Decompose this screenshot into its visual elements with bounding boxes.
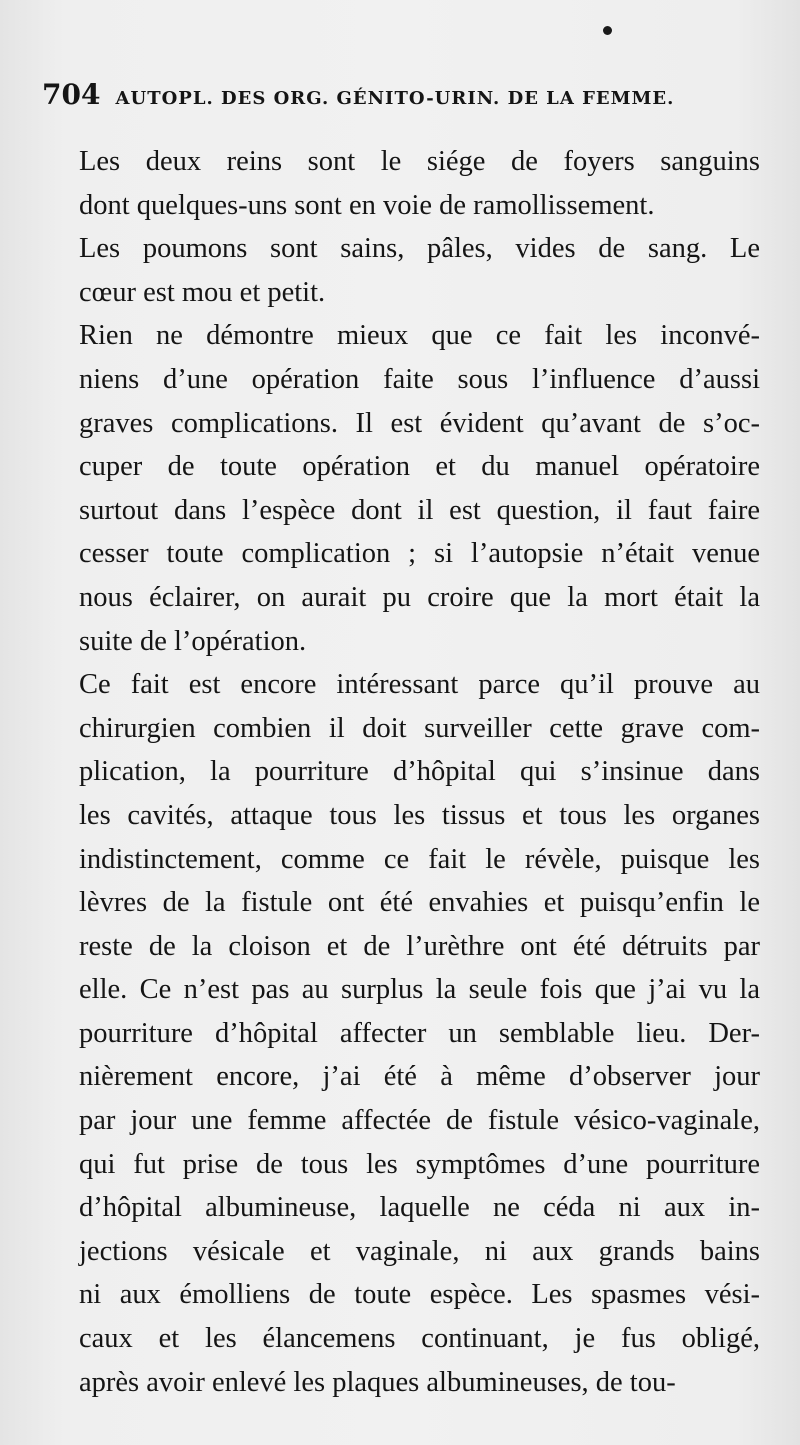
page-number: 704: [42, 78, 101, 111]
text-line: niens d’une opération faite sous l’influence d’aussi: [79, 363, 760, 395]
text-line: cœur est mou et petit.: [79, 276, 326, 308]
text-line: indistinctement, comme ce fait le révèle, puisque les: [79, 843, 760, 875]
text-line: par jour une femme affectée de fistule vésico-vaginale,: [79, 1105, 760, 1137]
paragraph: [45, 314, 760, 663]
text-line: ni aux émolliens de toute espèce. Les spasmes vési-: [79, 1279, 760, 1311]
running-title: AUTOPL. DES ORG. GÉNITO-URIN. DE LA FEMME.: [115, 88, 675, 109]
text-line: reste de la cloison et de l’urèthre ont été détruits par: [79, 930, 760, 962]
paragraph: [45, 140, 760, 227]
text-line: nous éclairer, on aurait pu croire que la mort était la: [79, 581, 760, 613]
text-line: Rien ne démontre mieux que ce fait les inconvé-: [79, 320, 760, 352]
text-line: nièrement encore, j’ai été à même d’observer jour: [79, 1061, 760, 1093]
text-line: Les deux reins sont le siége de foyers sanguins: [79, 146, 760, 177]
ink-spot: [603, 26, 612, 35]
text-line: cesser toute complication ; si l’autopsie n’était venue: [79, 538, 760, 570]
text-line: plication, la pourriture d’hôpital qui s’insinue dans: [79, 756, 760, 788]
text-line: qui fut prise de tous les symptômes d’une pourriture: [79, 1148, 760, 1180]
text-line: dont quelques-uns sont en voie de ramollissement.: [79, 189, 655, 221]
text-line: surtout dans l’espèce dont il est question, il faut faire: [79, 494, 760, 526]
text-line: Les poumons sont sains, pâles, vides de sang. Le: [79, 233, 760, 265]
text-line: suite de l’opération.: [79, 625, 307, 657]
text-line: chirurgien combien il doit surveiller cette grave com-: [79, 712, 760, 744]
text-line: cuper de toute opération et du manuel opératoire: [79, 451, 760, 483]
text-line: les cavités, attaque tous les tissus et tous les organes: [79, 799, 760, 831]
paragraph: [45, 663, 760, 1404]
text-line: graves complications. Il est évident qu’avant de s’oc-: [79, 407, 760, 439]
text-line: d’hôpital albumineuse, laquelle ne céda ni aux in-: [79, 1192, 760, 1224]
running-head: [42, 78, 742, 114]
text-line: elle. Ce n’est pas au surplus la seule fois que j’ai vu la: [79, 974, 760, 1006]
text-line: après avoir enlevé les plaques albumineuses, de tou-: [79, 1366, 676, 1398]
body-text: [45, 140, 760, 1404]
text-line: Ce fait est encore intéressant parce qu’il prouve au: [79, 669, 760, 701]
text-line: lèvres de la fistule ont été envahies et puisqu’enfin le: [79, 887, 760, 919]
text-line: jections vésicale et vaginale, ni aux grands bains: [79, 1235, 760, 1267]
paragraph: [45, 227, 760, 314]
text-line: caux et les élancemens continuant, je fus obligé,: [79, 1323, 760, 1355]
text-line: pourriture d’hôpital affecter un semblable lieu. Der-: [79, 1017, 760, 1049]
